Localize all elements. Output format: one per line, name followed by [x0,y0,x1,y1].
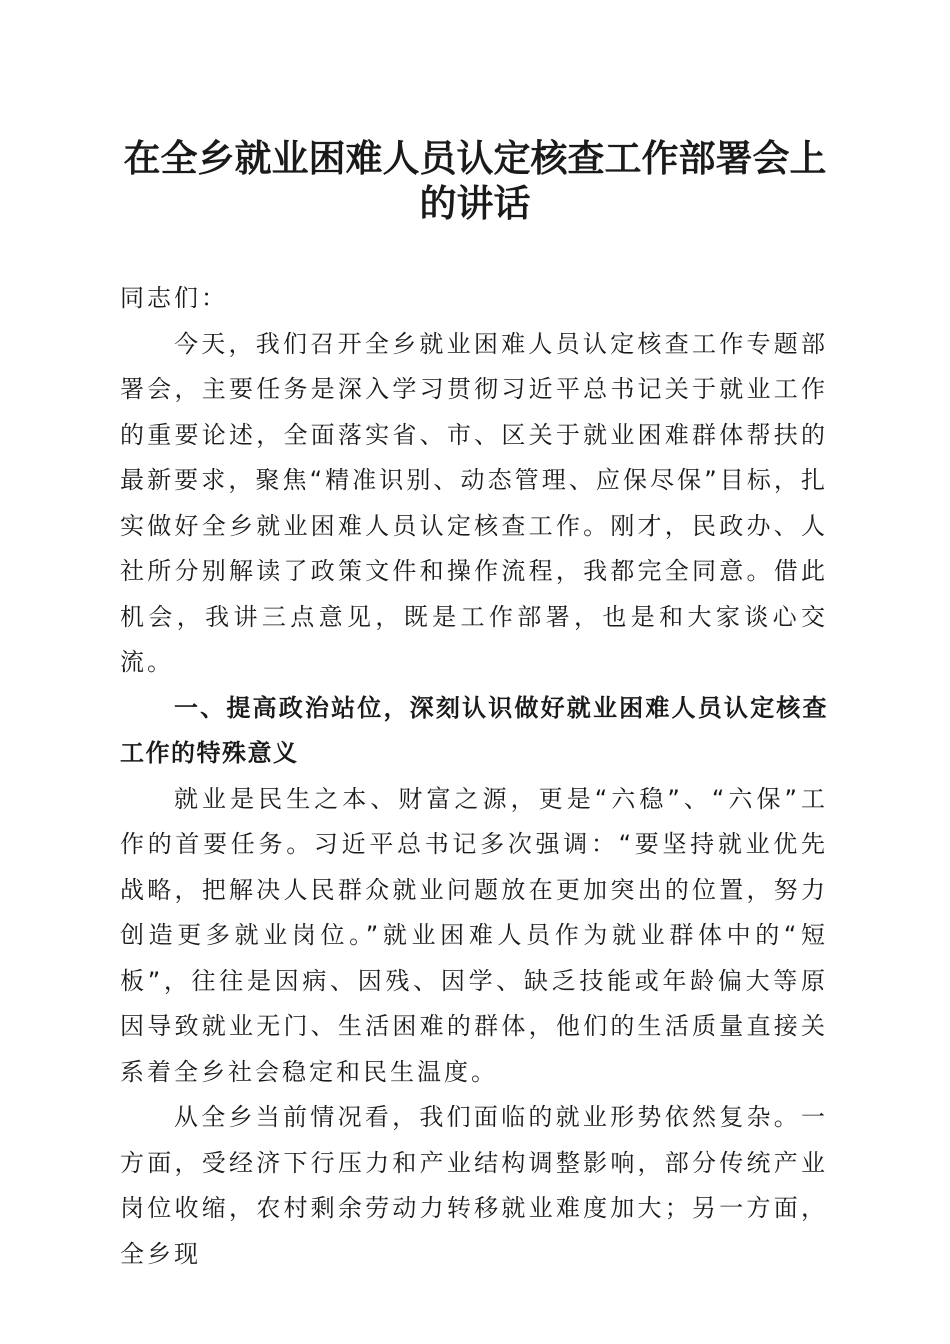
section-heading-1: 一、提高政治站位，深刻认识做好就业困难人员认定核查工作的特殊意义 [120,693,828,767]
document-title: 在全乡就业困难人员认定核查工作部署会上的讲话 [123,136,827,225]
paragraph-current-situation: 从全乡当前情况看，我们面临的就业形势依然复杂。一方面，受经济下行压力和产业结构调整影响，部分传统产业岗位收缩，农村剩余劳动力转移就业难度加大；另一方面，全乡现 [120,1103,828,1268]
salutation: 同志们： [120,284,228,312]
document-body [120,276,828,1277]
paragraph-employment-importance: 就业是民生之本、财富之源，更是“六稳”、“六保”工作的首要任务。习近平总书记多次强调：“要坚持就业优先战略，把解决人民群众就业问题放在更加突出的位置，努力创造更多就业岗位。”就业困难人员作为就业群体中的“短板”，往往是因病、因残、因学、缺乏技能或年龄偏大等原因导致就业无门、生活困难的群体，他们的生活质量直接关系着全乡社会稳定和民生温度。 [120,784,828,1086]
paragraph-intro: 今天，我们召开全乡就业困难人员认定核查工作专题部署会，主要任务是深入学习贯彻习近平总书记关于就业工作的重要论述，全面落实省、市、区关于就业困难群体帮扶的最新要求，聚焦“精准识别、动态管理、应保尽保”目标，扎实做好全乡就业困难人员认定核查工作。刚才，民政办、人社所分别解读了政策文件和操作流程，我都完全同意。借此机会，我讲三点意见，既是工作部署，也是和大家谈心交流。 [120,329,828,676]
